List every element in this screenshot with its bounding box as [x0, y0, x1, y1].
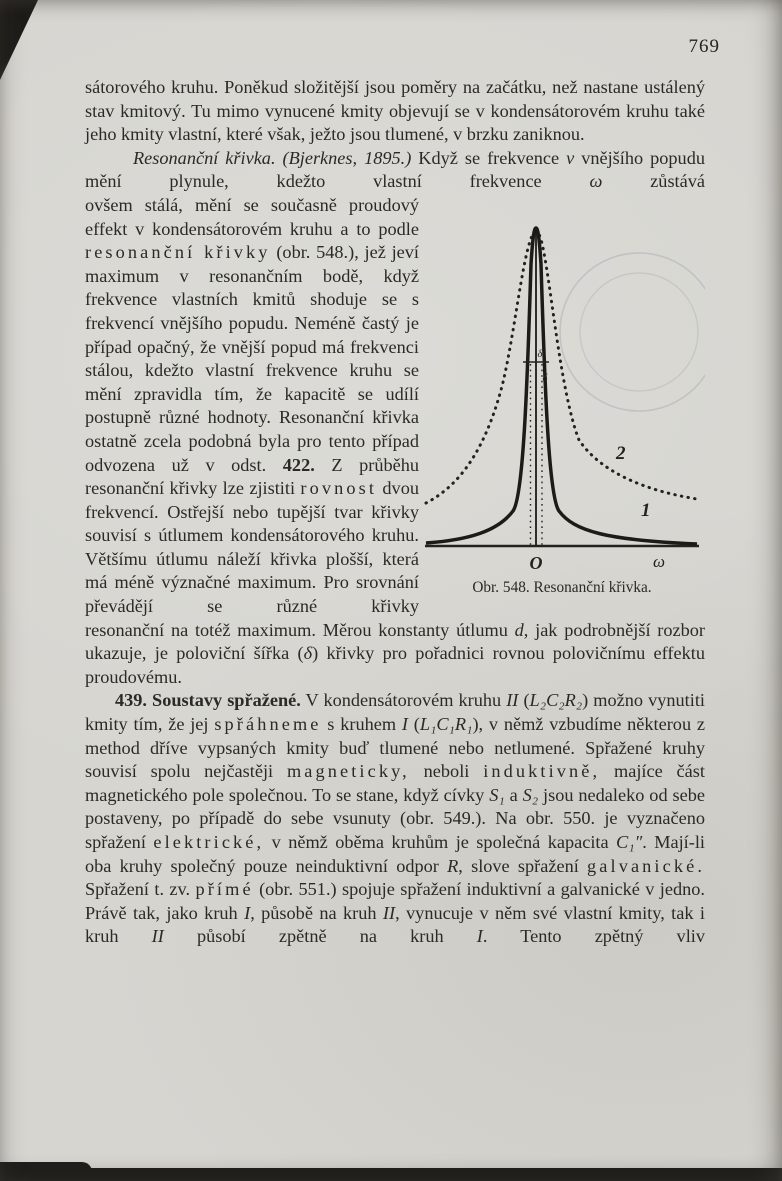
text-segment: , působě na kruh — [250, 902, 383, 923]
text-segment: přímé — [195, 879, 254, 900]
text-segment: . Tento zpětný vliv — [482, 926, 705, 947]
text-segment: II — [506, 690, 519, 711]
text-segment: L₁C₁R₁ — [419, 714, 473, 735]
text-segment: , vynucuje v něm své vlastní kmity, tak i kruh — [85, 902, 705, 947]
text-segment: magneticky, — [286, 761, 410, 782]
text-segment: resonanční křivky — [85, 242, 271, 263]
text-segment: jsou nedaleko od sebe postaveny, po případě do sebe vsunuty (obr. 549.). Na obr. 550. je vyznačeno spřažení — [85, 784, 705, 852]
text-segment: (obr. 548.), jež jeví maximum v resonančním bodě, když frekvence vlastních kmitů shoduje se s frekvencí vnějšího popudu. Neméně častý je případ opačný, že vnější popud má frekvenci stálou, kdežto vlastní frekvence kruhu se mění zpravidla tím, že kapacitě se udílí postupně různé hodnoty. Resonanční křivka ostatně zcela podobná byla pro tento případ odvozena už v odst. — [85, 242, 420, 475]
text-segment: v němž oběma kruhům je společná kapacita — [264, 832, 617, 852]
text-segment: ), v němž vzbudíme některou z method dříve vypsaných kmity buď tlumené nebo netlumené. Spřažené kruhy souvisí spolu nejčastěji — [85, 714, 705, 782]
text-segment: s kruhem — [321, 714, 402, 735]
text-segment: sátorového kruhu. Poněkud složitější jsou poměry na začátku, než nastane ustálený stav kmitový. Tu mimo vynucené kmity objevují se v kondensátorovém kruhu také jeho kmity vlastní, které však, ježto jsou tlumené, v brzku zaniknou. — [85, 77, 705, 145]
text-segment: ω — [589, 171, 603, 192]
text-segment: galvanické. — [587, 855, 705, 876]
text-segment: ovšem stálá, mění se současně proudový effekt v kondensátorovém kruhu a to podle — [85, 194, 419, 239]
text-segment: ( — [518, 690, 530, 711]
text-segment: δ — [303, 643, 313, 664]
paragraph-resonance-end — [85, 619, 705, 690]
text-segment: I — [244, 902, 251, 923]
curve-1-label: 1 — [641, 499, 651, 521]
text-segment: ν — [566, 147, 575, 168]
paragraph-continuation — [85, 76, 705, 147]
paragraph-439-coupled-systems — [85, 689, 705, 949]
text-segment: Resonanční křivka. (Bjerknes, 1895.) — [133, 147, 412, 168]
page-number: 769 — [688, 36, 720, 57]
text-segment: a — [504, 784, 523, 805]
text-segment: L₂C₂R₂ — [529, 690, 583, 711]
text-segment: zůstává — [602, 171, 706, 192]
resonance-curve-figure — [419, 214, 705, 576]
paragraph-resonance-intro — [85, 147, 705, 194]
page-corner-artifact — [0, 0, 38, 80]
curve-2-label: 2 — [616, 442, 626, 464]
text-segment: ( — [407, 714, 420, 735]
stamp-inner-circle — [580, 273, 698, 391]
text-segment: induktivně, — [483, 761, 601, 782]
text-segment: působí zpětně na kruh — [163, 926, 477, 947]
text-segment: ) možno vynutiti kmity tím, že jej — [85, 690, 705, 735]
text-segment: elektrické, — [153, 832, 265, 852]
text-segment: S₂ — [522, 784, 539, 805]
text-segment: neboli — [409, 761, 484, 782]
text-figure-row — [85, 194, 705, 619]
text-segment: Z průběhu resonanční křivky lze zjistiti — [85, 454, 419, 499]
omega-axis-label: ω — [652, 551, 666, 571]
narrow-text-column — [85, 194, 419, 619]
text-segment: . Mají-li oba kruhy společný pouze neinduktivní odpor — [85, 832, 705, 876]
paragraph-resonance-body — [85, 194, 419, 619]
figure-caption: Obr. 548. Resonanční křivka. — [472, 578, 652, 596]
text-segment: d — [514, 619, 524, 640]
page-bottom-left-shadow — [0, 1162, 92, 1181]
text-segment: majíce část magnetického pole společnou. To se stane, když cívky — [85, 761, 705, 805]
text-segment: dvou frekvencí. Ostřejší nebo tupější tvar křivky souvisí s útlumem kondensátorového kruhu. Většímu útlumu náleží křivka plošší, která má méně význačné maximum. Pro srovnání převádějí se různé křivky — [85, 478, 419, 617]
text-segment: spřáhneme — [214, 714, 322, 735]
stamp-outer-circle — [560, 253, 705, 411]
damped-resonance-curve — [426, 232, 697, 503]
text-segment: V kondensátorovém kruhu — [300, 690, 507, 711]
text-segment: rovnost — [300, 478, 378, 499]
text-segment: 439. Soustavy spřažené. — [115, 690, 301, 711]
text-segment: ) křivky pro pořadnici rovnou polovičnímu effektu proudovému. — [85, 643, 705, 687]
text-segment: II — [382, 902, 396, 923]
text-segment: I — [401, 714, 408, 735]
text-segment: vnějšího popudu mění plynule, kdežto vlastní frekvence — [85, 147, 705, 192]
text-segment: S₁ — [489, 784, 505, 805]
text-segment: (obr. 551.) spojuje spřažení induktivní a galvanické v jedno. Právě tak, jako kruh — [85, 879, 705, 923]
delta-label-2: δ — [542, 372, 548, 384]
text-segment: 422. — [282, 454, 315, 475]
text-segment: R — [447, 855, 459, 876]
delta-label: δ — [537, 348, 543, 360]
text-segment: I — [476, 926, 483, 947]
text-segment: II — [151, 926, 164, 947]
text-segment: C₁″ — [616, 832, 643, 852]
text-segment: , jak podrobnější rozbor ukazuje, je poloviční šířka ( — [85, 619, 705, 664]
body-text — [85, 76, 705, 949]
origin-label: O — [529, 552, 543, 573]
figure-548 — [419, 214, 705, 597]
text-segment: , slove spřažení — [458, 855, 588, 876]
text-segment: resonanční na totéž maximum. Měrou konstanty útlumu — [85, 619, 515, 640]
page-bottom-shadow — [0, 1168, 782, 1181]
text-segment: Když se frekvence — [411, 147, 567, 168]
text-segment: Spřažení t. zv. — [85, 879, 196, 900]
